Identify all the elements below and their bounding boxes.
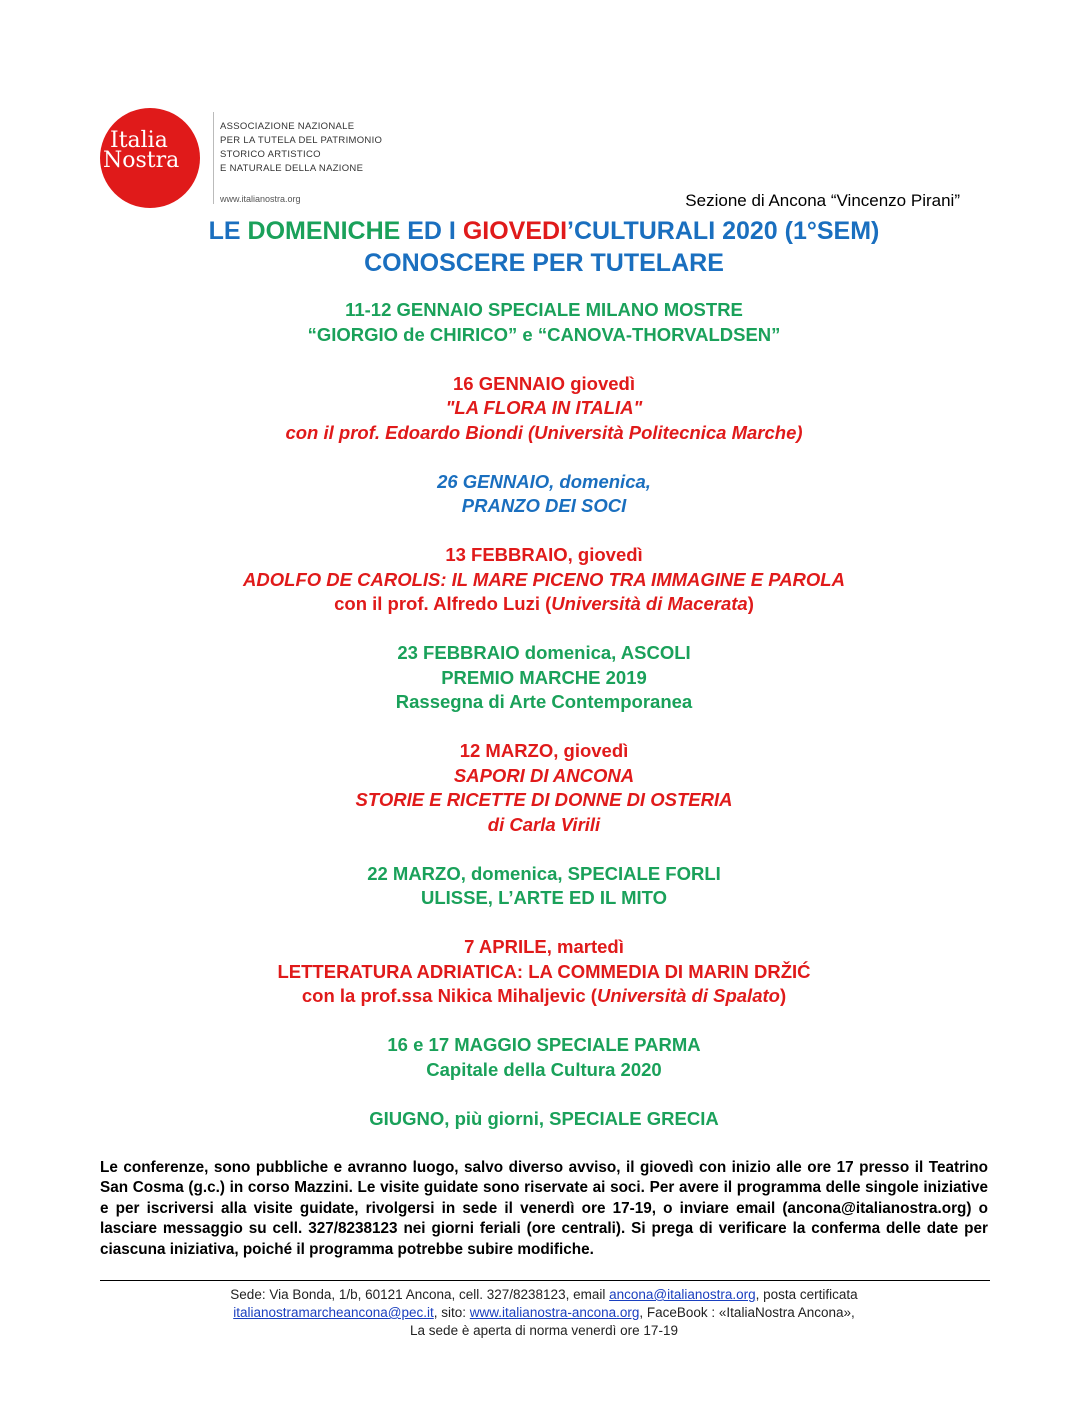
title-part: ’CULTURALI 2020 (1°SEM) bbox=[567, 217, 880, 245]
event-line bbox=[0, 372, 1088, 397]
event-item bbox=[0, 372, 1088, 446]
footer-line bbox=[0, 1304, 1088, 1322]
event-item bbox=[0, 543, 1088, 617]
event-item bbox=[0, 935, 1088, 1009]
event-item bbox=[0, 1033, 1088, 1082]
logo-tagline bbox=[220, 120, 382, 176]
event-line bbox=[0, 960, 1088, 985]
event-line-text: SAPORI DI ANCONA bbox=[453, 764, 635, 786]
event-line-text: Rassegna di Arte Contemporanea bbox=[395, 691, 693, 712]
event-line-text: 16 e 17 MAGGIO SPECIALE PARMA bbox=[387, 1034, 701, 1055]
event-line-italic-text: Università di Macerata bbox=[551, 593, 748, 614]
event-line bbox=[0, 396, 1088, 421]
event-line bbox=[0, 592, 1088, 617]
event-line bbox=[0, 421, 1088, 446]
website-link[interactable]: www.italianostra-ancona.org bbox=[469, 1305, 640, 1320]
event-item bbox=[0, 641, 1088, 715]
event-line-text: 26 GENNAIO, domenica, bbox=[437, 470, 651, 492]
event-line bbox=[0, 1107, 1088, 1132]
event-line-text: con la prof.ssa Nikica Mihaljevic ( bbox=[301, 985, 597, 1006]
title-part: GIOVEDI bbox=[462, 217, 568, 245]
event-line bbox=[0, 886, 1088, 911]
event-line bbox=[0, 641, 1088, 666]
event-line-text: "LA FLORA IN ITALIA" bbox=[445, 397, 643, 418]
footer-text: , sito: bbox=[433, 1305, 470, 1320]
footer bbox=[0, 1286, 1088, 1340]
event-item bbox=[0, 470, 1088, 519]
footer-text: Sede: Via Bonda, 1/b, 60121 Ancona, cell. 327/8238123, email bbox=[230, 1287, 610, 1302]
event-line-text: STORIE E RICETTE DI DONNE DI OSTERIA bbox=[355, 789, 733, 810]
notice-paragraph: Le conferenze, sono pubbliche e avranno luogo, salvo diverso avviso, il giovedì con inizio alle ore 17 presso il Teatrino San Cosma (g.c.) in corso Mazzini. Le visite guidate sono riservate ai soci. Per avere il programma delle singole iniziative e per iscriversi alla visite guidate, rivolgersi in sede il venerdì ore 17-19, o inviare email (ancona@italianostra.org) o lasciare messaggio su cell. 327/8238123 nei giorni feriali (ore centrali). Si prega di verificare la conferma delle date per ciascuna iniziativa, poiché il programma potrebbe subire modifiche. bbox=[100, 1159, 988, 1258]
event-line-text-end: ) bbox=[779, 985, 787, 1006]
event-line bbox=[0, 666, 1088, 691]
event-line-text: 13 FEBBRAIO, giovedì bbox=[445, 544, 643, 565]
event-line bbox=[0, 935, 1088, 960]
logo-word-italia: Italia bbox=[110, 128, 168, 153]
event-line-text: PRANZO DEI SOCI bbox=[461, 495, 627, 516]
event-item bbox=[0, 862, 1088, 911]
event-line-text: Capitale della Cultura 2020 bbox=[426, 1058, 662, 1080]
event-line bbox=[0, 984, 1088, 1009]
event-line bbox=[0, 323, 1088, 348]
event-line bbox=[0, 494, 1088, 519]
event-line-text: PREMIO MARCHE 2019 bbox=[441, 666, 647, 688]
event-line bbox=[0, 764, 1088, 789]
event-line-text: 12 MARZO, giovedì bbox=[459, 740, 629, 761]
event-line-text: ADOLFO DE CAROLIS: IL MARE PICENO TRA IMMAGINE E PAROLA bbox=[243, 568, 845, 590]
event-item bbox=[0, 1107, 1088, 1132]
page-title bbox=[0, 216, 1088, 246]
event-line-text: 23 FEBBRAIO domenica, ASCOLI bbox=[397, 642, 691, 663]
footer-line bbox=[0, 1286, 1088, 1304]
logo-tagline-line: STORICO ARTISTICO bbox=[220, 149, 321, 160]
event-line bbox=[0, 788, 1088, 813]
logo-word-nostra: Nostra bbox=[103, 148, 180, 173]
event-line-text: con il prof. Alfredo Luzi ( bbox=[334, 593, 552, 614]
logo-divider bbox=[213, 112, 214, 204]
event-line bbox=[0, 298, 1088, 323]
event-line-text: di Carla Virili bbox=[487, 813, 601, 835]
logo-tagline-line: E NATURALE DELLA NAZIONE bbox=[220, 163, 364, 174]
event-line bbox=[0, 543, 1088, 568]
event-line bbox=[0, 1058, 1088, 1083]
event-line-text: “GIORGIO de CHIRICO” e “CANOVA-THORVALDSEN” bbox=[307, 323, 781, 345]
event-line bbox=[0, 862, 1088, 887]
page-subtitle: CONOSCERE PER TUTELARE bbox=[364, 249, 724, 277]
title-part: DOMENICHE bbox=[247, 217, 401, 245]
event-line-text: LETTERATURA ADRIATICA: LA COMMEDIA DI MARIN DRŽIĆ bbox=[277, 960, 811, 982]
italia-nostra-logo bbox=[100, 108, 400, 208]
event-line bbox=[0, 739, 1088, 764]
event-line-text: 16 GENNAIO giovedì bbox=[453, 372, 635, 394]
events-list bbox=[0, 298, 1088, 1156]
event-line-text: con il prof. Edoardo Biondi (Università Politecnica Marche) bbox=[285, 421, 803, 443]
event-line bbox=[0, 568, 1088, 593]
footer-text: , FaceBook : «ItaliaNostra Ancona», bbox=[639, 1305, 855, 1320]
email-link[interactable]: ancona@italianostra.org bbox=[609, 1287, 756, 1302]
logo-tagline-line: ASSOCIAZIONE NAZIONALE bbox=[220, 121, 355, 132]
event-line bbox=[0, 690, 1088, 715]
event-item bbox=[0, 739, 1088, 837]
event-line bbox=[0, 470, 1088, 495]
footer-text: , posta certificata bbox=[755, 1287, 858, 1302]
event-line bbox=[0, 813, 1088, 838]
event-line-text-end: ) bbox=[747, 593, 754, 614]
event-line-text: ULISSE, L’ARTE ED IL MITO bbox=[420, 887, 667, 908]
event-line bbox=[0, 1033, 1088, 1058]
pec-link[interactable]: italianostramarcheancona@pec.it bbox=[233, 1305, 434, 1320]
section-name: Sezione di Ancona “Vincenzo Pirani” bbox=[685, 191, 960, 210]
event-item bbox=[0, 298, 1088, 347]
logo-url: www.italianostra.org bbox=[220, 194, 301, 204]
event-line-italic-text: Università di Spalato bbox=[596, 985, 780, 1006]
title-part: LE bbox=[208, 217, 248, 245]
title-part: ED I bbox=[400, 217, 463, 245]
logo-tagline-line: PER LA TUTELA DEL PATRIMONIO bbox=[220, 135, 383, 146]
event-line-text: 22 MARZO, domenica, SPECIALE FORLI bbox=[367, 862, 721, 884]
footer-divider bbox=[100, 1280, 990, 1281]
event-line-text: GIUGNO, più giorni, SPECIALE GRECIA bbox=[369, 1107, 719, 1129]
event-line-text: 7 APRILE, martedì bbox=[464, 936, 624, 957]
event-line-text: 11-12 GENNAIO SPECIALE MILANO MOSTRE bbox=[345, 299, 743, 320]
footer-line: La sede è aperta di norma venerdì ore 17-19 bbox=[410, 1323, 678, 1338]
